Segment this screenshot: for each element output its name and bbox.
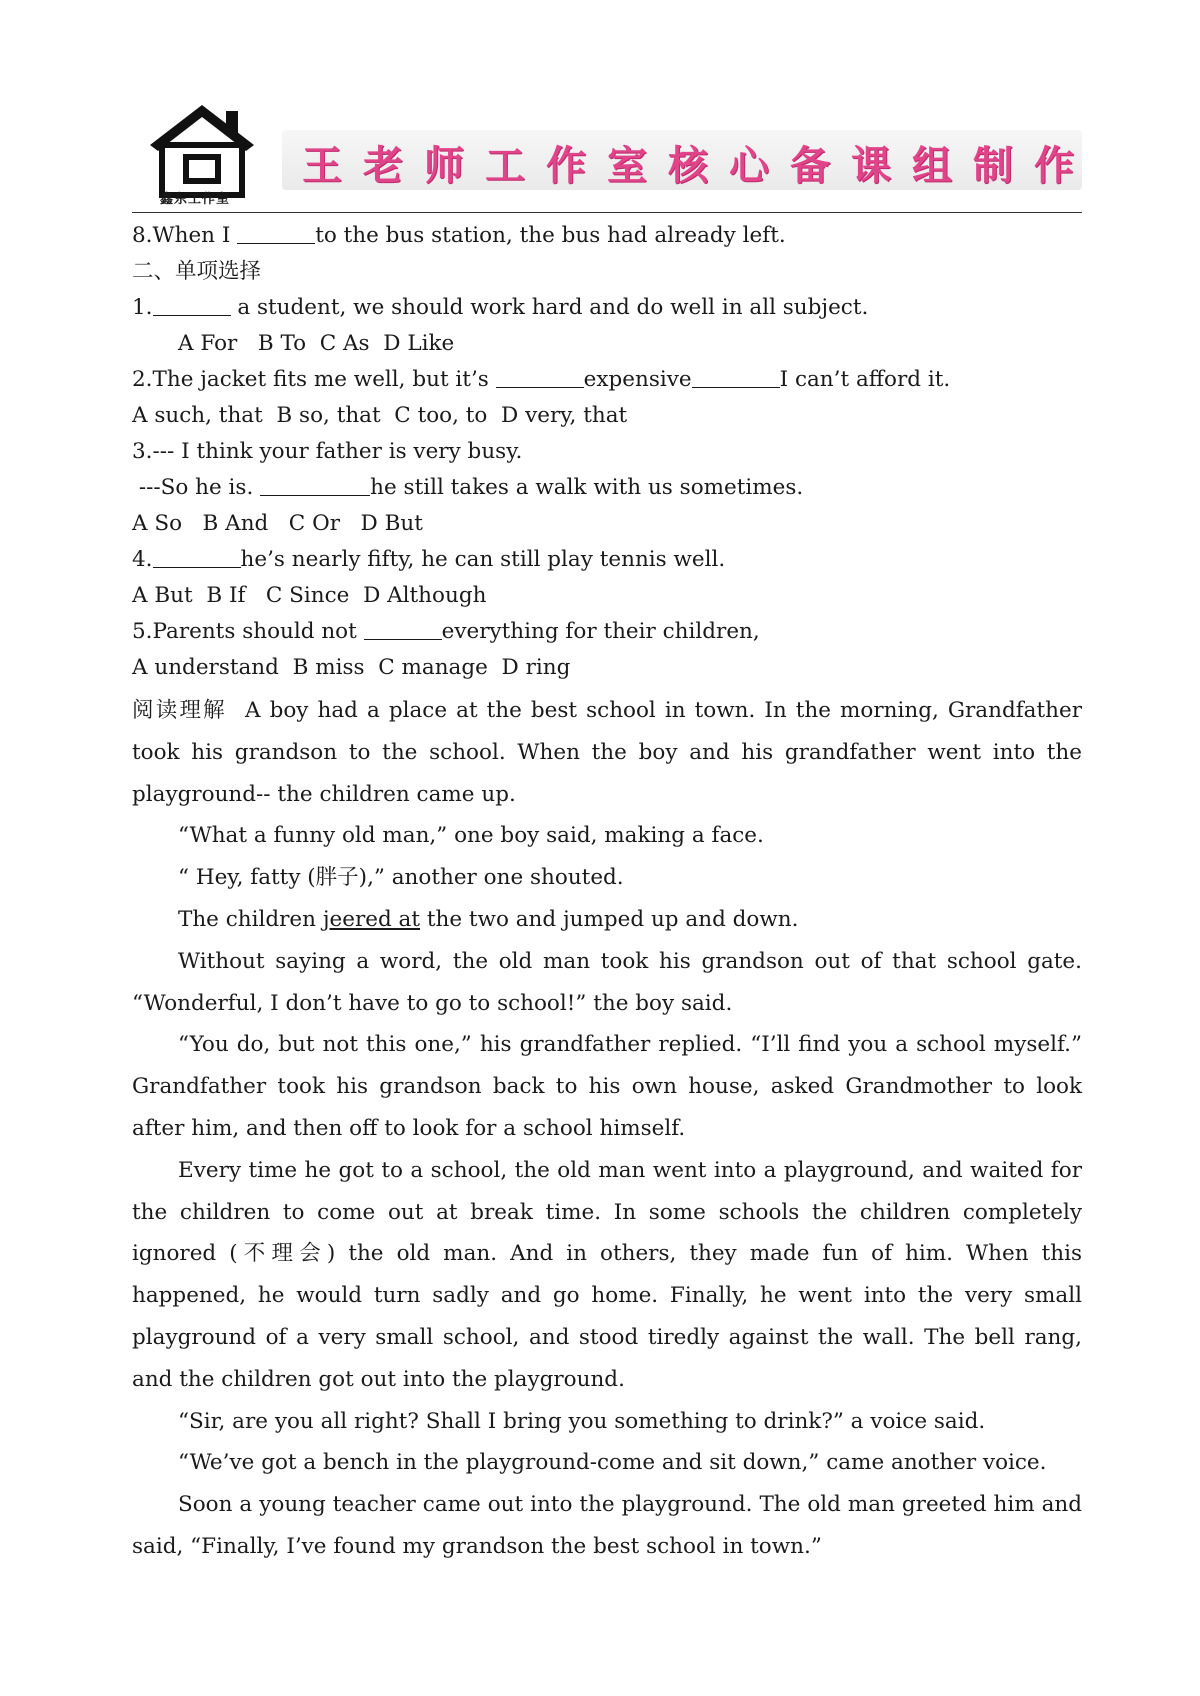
- answer-blank: [237, 223, 315, 244]
- mc-question-2: 2.The jacket fits me well, but it’s expensive I can’t afford it.: [132, 367, 951, 392]
- answer-blank: [153, 295, 231, 316]
- answer-blank: [496, 367, 584, 388]
- reading-label: 阅读理解: [132, 698, 227, 723]
- reading-paragraph-2: “What a funny old man,” one boy said, making a face.: [178, 823, 764, 849]
- mc-options-4: A But B If C Since D Although: [132, 583, 487, 608]
- mc-options-1: A For B To C As D Like: [178, 331, 455, 356]
- reading-paragraph-1: 阅读理解 A boy had a place at the best school in town. In the morning, Grandfather took his grandson to the school. When the boy and his grandfather went into the playground-- the children came up.: [132, 698, 1082, 807]
- answer-blank: [260, 475, 370, 496]
- reading-paragraph-8: “Sir, are you all right? Shall I bring you something to drink?” a voice said.: [178, 1408, 986, 1434]
- reading-paragraph-4: The children jeered at the two and jumped up and down.: [178, 906, 799, 932]
- mc-question-5: 5.Parents should not everything for their children,: [132, 619, 760, 644]
- header-banner: [282, 130, 1095, 190]
- underlined-phrase: jeered at: [322, 906, 421, 932]
- mc-options-5: A understand B miss C manage D ring: [132, 655, 571, 680]
- mc-question-3-reply: ---So he is. he still takes a walk with us sometimes.: [132, 475, 804, 500]
- page-header: [132, 95, 1095, 215]
- reading-paragraph-3: “ Hey, fatty (胖子),” another one shouted.: [178, 865, 624, 891]
- section-title: 二、单项选择: [132, 259, 262, 284]
- logo-caption: 鑫东工作室: [160, 192, 231, 207]
- reading-paragraph-6: “You do, but not this one,” his grandfather replied. “I’ll find you a school myself.” Grandfather took his grandson back to his own house, asked Grandmother to look after him, and then off to look for a school himself.: [132, 1032, 1082, 1141]
- reading-paragraph-10: Soon a young teacher came out into the playground. The old man greeted him and said, “Finally, I’ve found my grandson the best school in town.”: [132, 1492, 1082, 1559]
- banner-title: 王老师工作室核心备课组制作: [302, 143, 1095, 189]
- answer-blank: [364, 619, 442, 640]
- answer-blank: [153, 547, 241, 568]
- reading-paragraph-5: Without saying a word, the old man took his grandson out of that school gate. “Wonderful, I don’t have to go to school!” the boy said.: [132, 948, 1082, 1016]
- header-divider: [132, 212, 1082, 213]
- reading-paragraph-7: Every time he got to a school, the old man went into a playground, and waited for the children to come out at break time. In some schools the children completely ignored (不理会) the old man. And in others, they made fun of him. When this happened, he would turn sadly and go home. Finally, he went into the very small playground of a very small school, and stood tiredly against the wall. The bell rang, and the children got out into the playground.: [132, 1157, 1082, 1392]
- question-8: 8.When I to the bus station, the bus had already left.: [132, 223, 786, 248]
- mc-options-3: A So B And C Or D But: [132, 511, 423, 536]
- reading-paragraph-9: “We’ve got a bench in the playground-come and sit down,” came another voice.: [178, 1450, 1047, 1476]
- answer-blank: [692, 367, 780, 388]
- mc-question-1: 1. a student, we should work hard and do well in all subject.: [132, 295, 869, 320]
- mc-question-4: 4. he’s nearly fifty, he can still play tennis well.: [132, 547, 726, 572]
- mc-options-2: A such, that B so, that C too, to D very, that: [132, 403, 628, 428]
- mc-question-3: 3.--- I think your father is very busy.: [132, 439, 523, 464]
- worksheet-body: [132, 218, 1082, 1568]
